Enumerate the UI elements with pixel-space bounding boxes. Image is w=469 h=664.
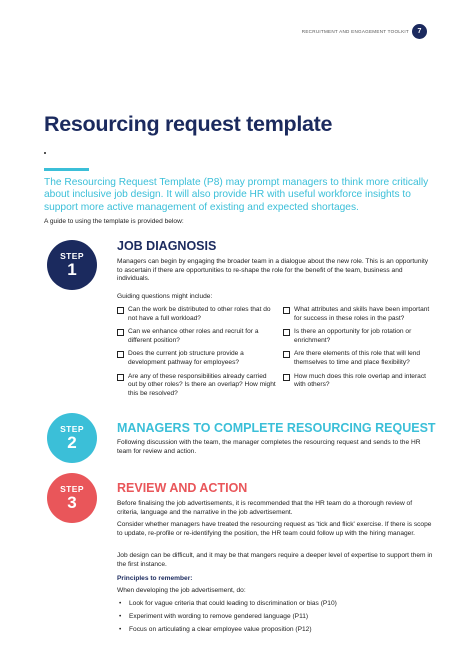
questions-right-column bbox=[283, 306, 435, 395]
checkbox-icon bbox=[117, 351, 124, 358]
guide-line: A guide to using the template is provided below: bbox=[44, 218, 184, 225]
list-item: • Focus on articulating a clear employee value proposition (P12) bbox=[119, 625, 312, 633]
principles-intro: When developing the job advertisement, do: bbox=[117, 587, 246, 594]
step-number: 1 bbox=[67, 259, 77, 279]
question-item: Are there elements of this role that will lend themselves to time and place flexibility? bbox=[283, 350, 435, 367]
checkbox-icon bbox=[117, 329, 124, 336]
step-label: STEP bbox=[60, 250, 84, 261]
bullet-icon: • bbox=[119, 600, 122, 607]
checkbox-icon bbox=[117, 374, 124, 381]
step-2-body: Following discussion with the team, the manager completes the resourcing request and sends to the HR team for review and action. bbox=[117, 439, 421, 455]
step-1-body: Managers can begin by engaging the broader team in a dialogue about the new role. This is an opportunity to ascertain if there are opportunities to re-shape the role for the benefit of the team, business and individuals. bbox=[117, 258, 429, 283]
step-3-paragraph: Consider whether managers have treated the resourcing request as 'tick and flick' exercise. If there is scope to update, re-profile or re-identifying the position, the HR team could follow up with the hiring manager. bbox=[117, 521, 432, 537]
step-number: 2 bbox=[67, 432, 77, 452]
page-number-badge: 7 bbox=[412, 24, 427, 39]
bullet-icon: • bbox=[119, 625, 122, 633]
decorative-dot bbox=[44, 152, 46, 154]
principles-heading: Principles to remember: bbox=[117, 575, 193, 582]
question-item: What attributes and skills have been important for success in these roles in the past? bbox=[283, 306, 435, 323]
checkbox-icon bbox=[283, 351, 290, 358]
step-3-paragraph: Job design can be difficult, and it may be that mangers require a deeper level of expertise to support them in the first instance. bbox=[117, 552, 433, 568]
step-3-badge bbox=[47, 473, 97, 523]
running-header: RECRUITMENT AND ENGAGEMENT TOOLKIT bbox=[301, 29, 409, 34]
step-1-heading: JOB DIAGNOSIS bbox=[117, 239, 217, 253]
question-item: Does the current job structure provide a development pathway for employees? bbox=[117, 350, 277, 367]
step-number: 3 bbox=[67, 492, 77, 512]
checkbox-icon bbox=[283, 307, 290, 314]
list-item: • Look for vague criteria that could leading to discrimination or bias (P10) bbox=[119, 600, 337, 607]
bullet-icon: • bbox=[119, 612, 122, 620]
list-item: • Experiment with wording to remove gendered language (P11) bbox=[119, 612, 309, 620]
page-title: Resourcing request template bbox=[44, 112, 333, 136]
accent-rule bbox=[44, 168, 89, 171]
intro-paragraph: The Resourcing Request Template (P8) may prompt managers to think more critically about inclusive job design. It will also provide HR with useful workforce insights to support more active management of existing and expected shortages. bbox=[44, 177, 429, 213]
checkbox-icon bbox=[283, 374, 290, 381]
step-2-heading: MANAGERS TO COMPLETE RESOURCING REQUEST bbox=[117, 421, 436, 435]
step-1-questions-intro: Guiding questions might include: bbox=[117, 293, 213, 300]
step-1-badge bbox=[47, 240, 97, 290]
step-3-paragraph: Before finalising the job advertisements, it is recommended that the HR team do a thorough review of criteria, language and the narrative in the job advertisement. bbox=[117, 500, 413, 516]
step-3-heading: REVIEW AND ACTION bbox=[117, 481, 248, 495]
question-item: Can the work be distributed to other roles that do not have a full workload? bbox=[117, 306, 277, 323]
step-label: STEP bbox=[60, 423, 84, 434]
question-item: Are any of these responsibilities already carried out by other roles? Is there an overlap? How might this be resolved? bbox=[117, 373, 277, 399]
questions-left-column bbox=[117, 306, 277, 403]
step-2-badge bbox=[47, 413, 97, 463]
question-item: Is there an opportunity for job rotation or enrichment? bbox=[283, 328, 435, 345]
principles-list bbox=[117, 600, 437, 638]
checkbox-icon bbox=[283, 329, 290, 336]
step-label: STEP bbox=[60, 483, 84, 494]
question-item: Can we enhance other roles and recruit for a different position? bbox=[117, 328, 277, 345]
checkbox-icon bbox=[117, 307, 124, 314]
question-item: How much does this role overlap and interact with others? bbox=[283, 373, 435, 390]
